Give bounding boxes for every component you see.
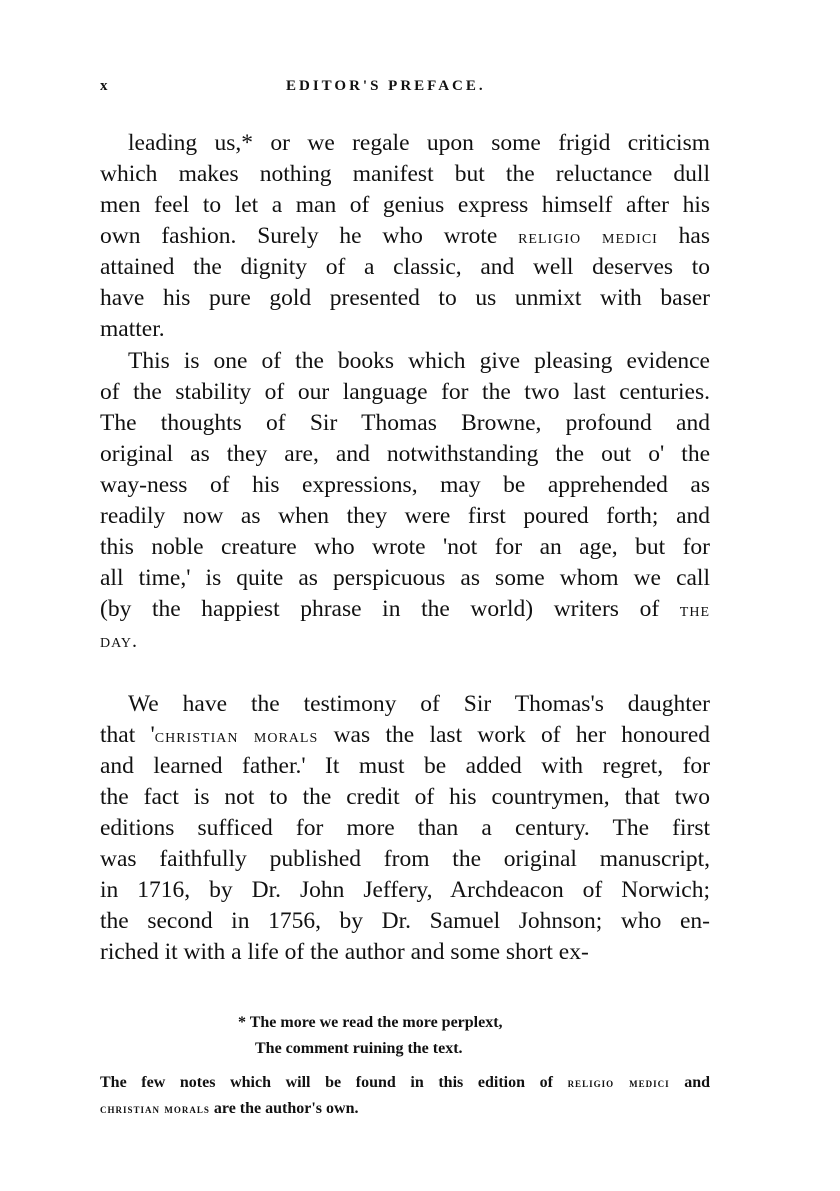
text-line: original as they are, and notwithstanding the out o' the xyxy=(100,441,710,467)
text-line: the second in 1756, by Dr. Samuel Johnson; who en- xyxy=(100,908,710,934)
text-line: was faithfully published from the original manuscript, xyxy=(100,846,710,872)
text-line: of the stability of our language for the two last centuries. xyxy=(100,379,710,405)
running-header xyxy=(100,78,712,102)
text-line: and learned father.' It must be added with regret, for xyxy=(100,753,710,779)
text-segment: own fashion. Surely he who wrote xyxy=(100,223,519,249)
text-line xyxy=(100,720,710,752)
text-line xyxy=(100,594,710,626)
small-caps-title: christian morals xyxy=(154,725,319,747)
small-caps-title: christian morals xyxy=(100,1101,210,1116)
text-segment: was the last work of her honoured xyxy=(318,722,711,748)
footnote-verse-line: * The more we read the more perplext, xyxy=(238,1014,503,1031)
text-segment: has xyxy=(657,223,710,249)
text-line xyxy=(100,625,710,657)
text-line: which makes nothing manifest but the reluctance dull xyxy=(100,161,710,187)
text-line: this noble creature who wrote 'not for an age, but for xyxy=(100,534,710,560)
text-segment: The few notes which will be found in this edition of xyxy=(100,1074,568,1091)
text-line: editions sufficed for more than a century. The first xyxy=(100,815,710,841)
text-line: men feel to let a man of genius express himself after his xyxy=(100,192,710,218)
small-caps-title: day. xyxy=(100,630,139,652)
small-caps-title: religio medici xyxy=(518,226,658,248)
small-caps-title: religio medici xyxy=(567,1075,670,1090)
text-line: We have the testimony of Sir Thomas's daughter xyxy=(128,691,710,717)
text-segment: (by the happiest phrase in the world) writers of xyxy=(100,596,680,622)
text-line: The thoughts of Sir Thomas Browne, profound and xyxy=(100,410,710,436)
text-line: the fact is not to the credit of his countrymen, that two xyxy=(100,784,710,810)
text-line: all time,' is quite as perspicuous as some whom we call xyxy=(100,565,710,591)
text-segment: are the author's own. xyxy=(209,1100,359,1117)
text-segment: and xyxy=(669,1074,710,1091)
text-line: way-ness of his expressions, may be apprehended as xyxy=(100,472,710,498)
footnote-note-line xyxy=(100,1070,710,1096)
text-segment: that ' xyxy=(100,722,155,748)
text-line: matter. xyxy=(100,316,165,342)
small-caps-title: the xyxy=(679,599,710,621)
text-line: attained the dignity of a classic, and well deserves to xyxy=(100,254,710,280)
text-line: riched it with a life of the author and some short ex- xyxy=(100,939,589,965)
text-line: This is one of the books which give pleasing evidence xyxy=(128,348,710,374)
footnote-note-line xyxy=(100,1096,710,1122)
text-line: leading us,* or we regale upon some frigid criticism xyxy=(128,130,710,156)
text-line: readily now as when they were first poured forth; and xyxy=(100,503,710,529)
page-number: x xyxy=(100,78,111,94)
text-line: have his pure gold presented to us unmixt with baser xyxy=(100,285,710,311)
text-line: in 1716, by Dr. John Jeffery, Archdeacon of Norwich; xyxy=(100,877,710,903)
footnote-verse-line: The comment ruining the text. xyxy=(255,1040,463,1057)
running-title: EDITOR'S PREFACE. xyxy=(286,78,486,94)
text-line xyxy=(100,221,710,253)
